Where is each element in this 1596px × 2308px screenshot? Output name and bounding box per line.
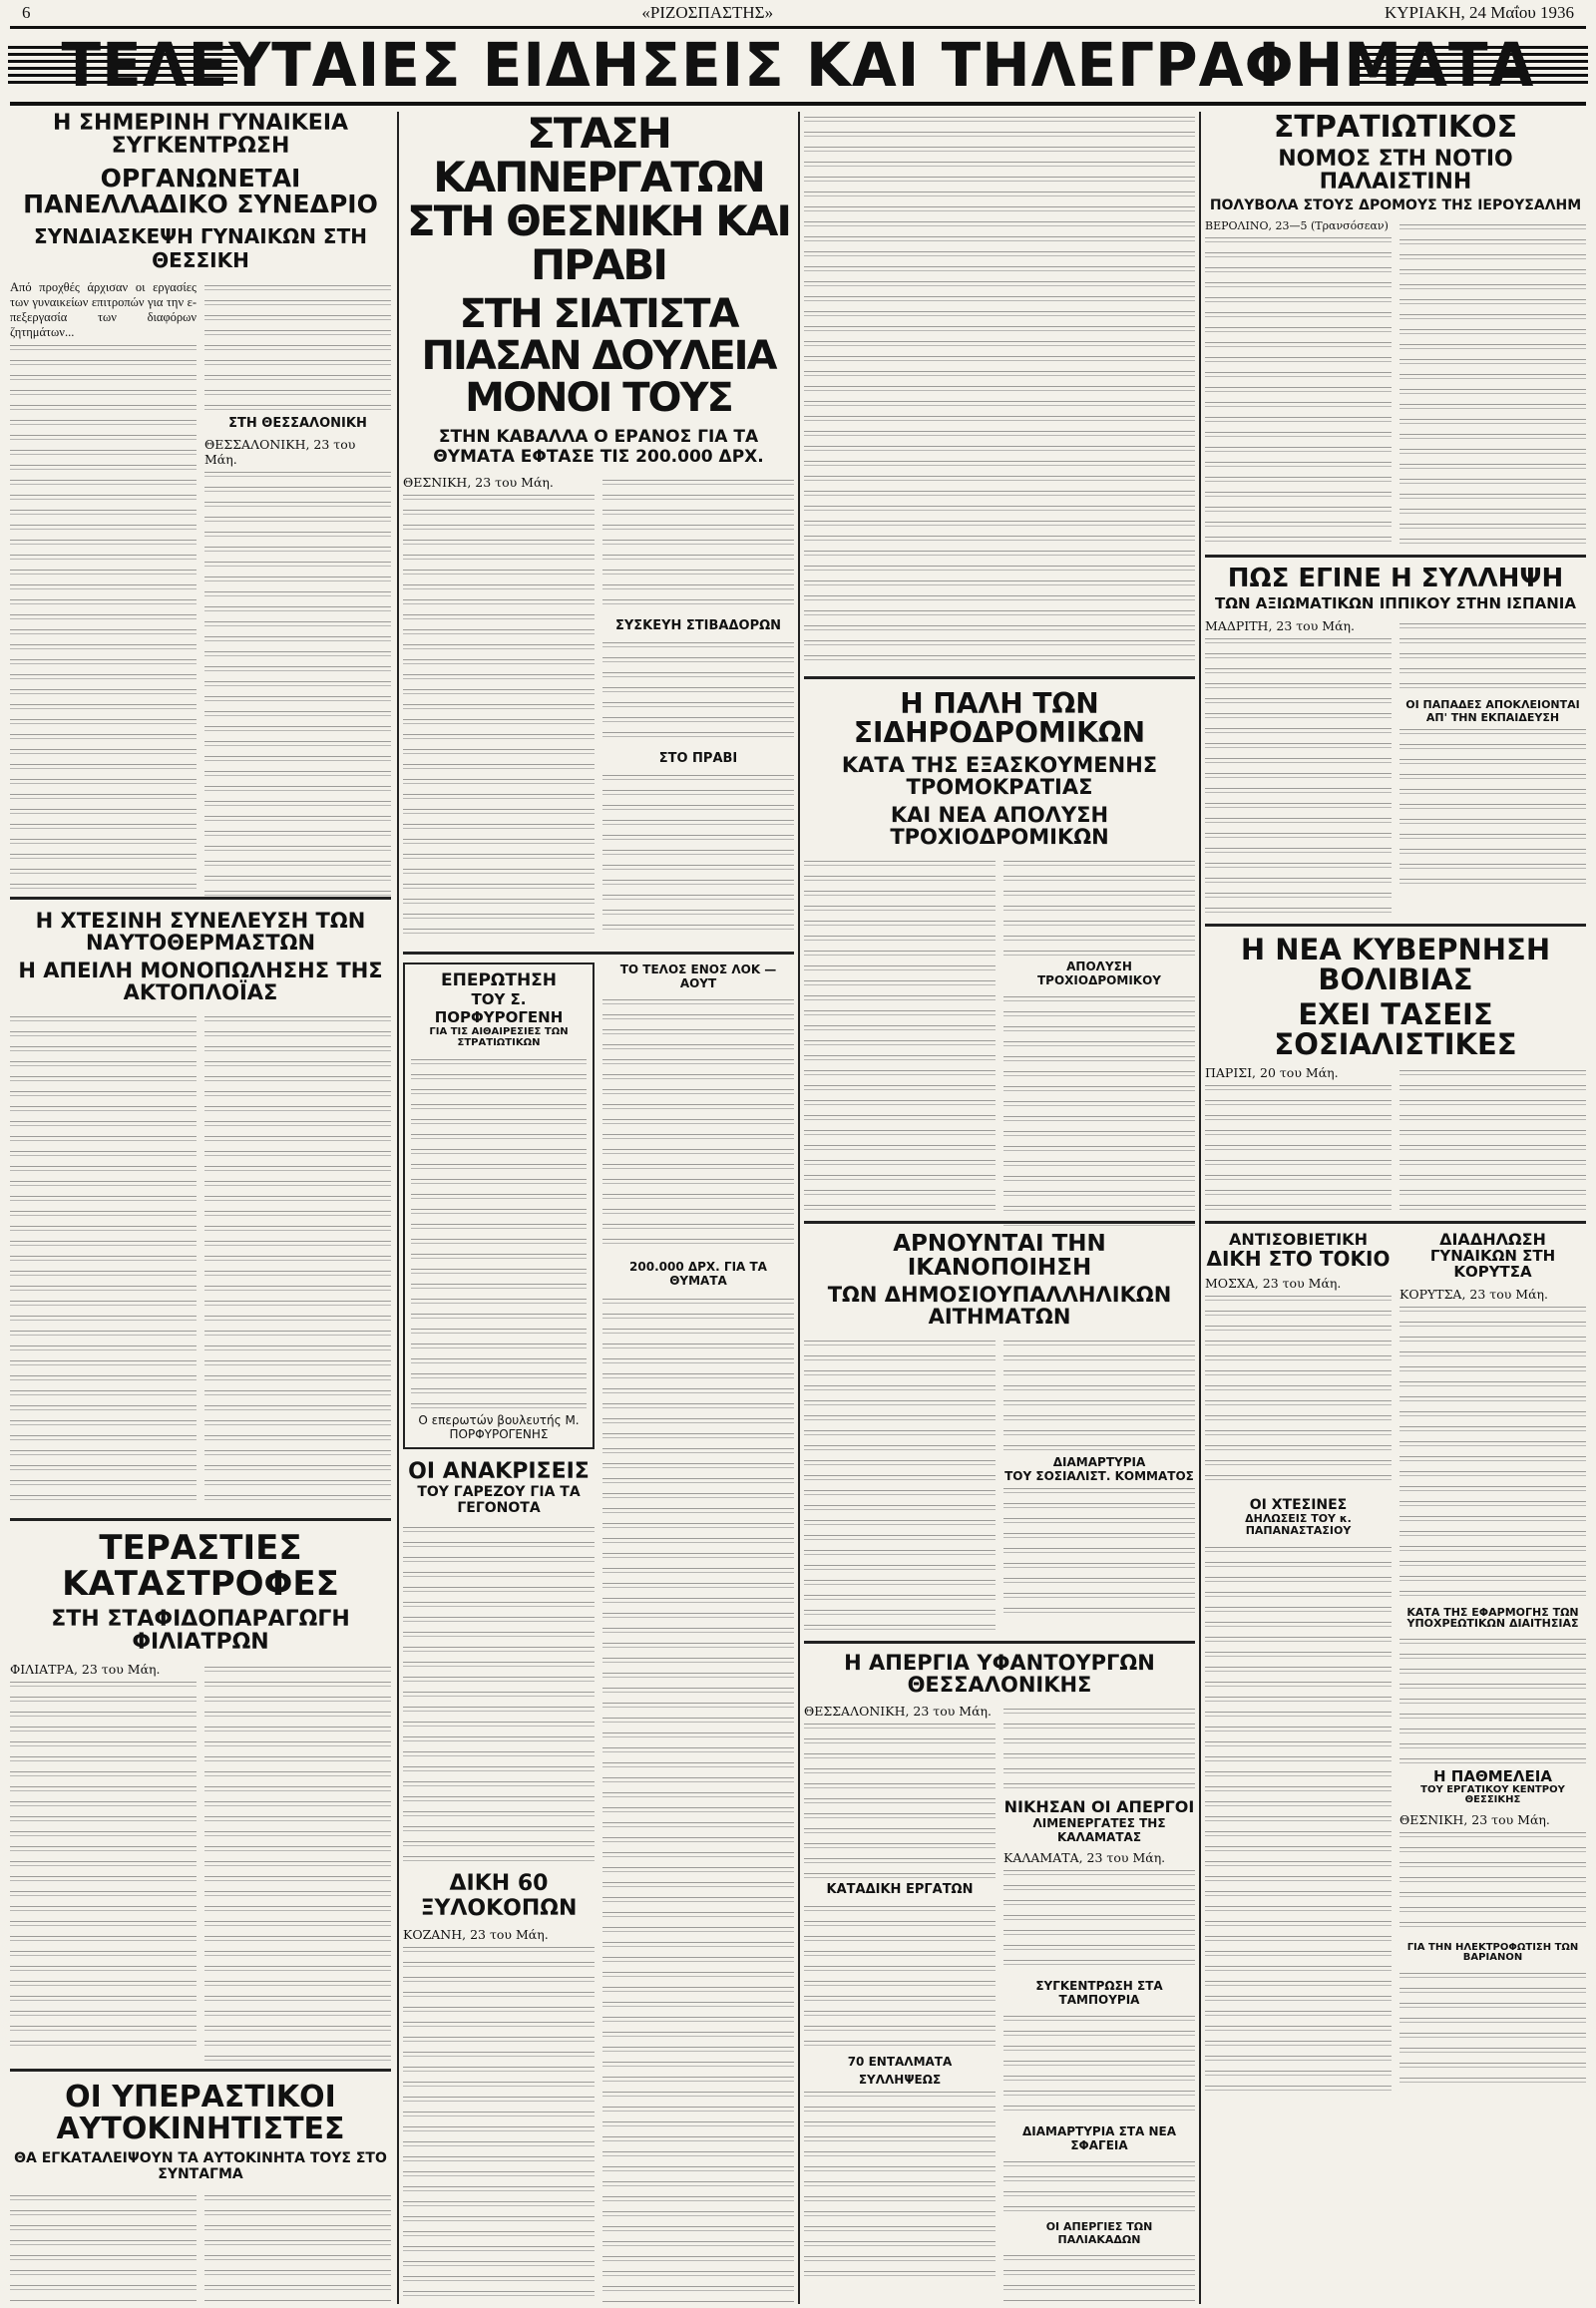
text-block	[1003, 2011, 1195, 2120]
text-block	[1399, 618, 1586, 698]
text-block	[804, 1336, 996, 1635]
subhead: ΣΥΝΔΙΑΣΚΕΨΗ ΓΥΝΑΙΚΩΝ ΣΤΗ ΘΕΣΣΙΚΗ	[34, 223, 367, 272]
box-title: ΕΠΕΡΩΤΗΣΗ	[440, 970, 558, 991]
column-rule	[1199, 112, 1201, 2304]
question-box	[403, 962, 595, 1449]
dateline: ΚΟΡΥΤΣΑ, 23 του Μάη.	[1399, 1286, 1548, 1302]
text-block	[403, 1942, 595, 2304]
text-block	[1003, 2250, 1195, 2304]
text-block	[1003, 2156, 1195, 2216]
inset-title: ΣΤΗ ΘΕΣΣΑΛΟΝΙΚΗ	[228, 415, 367, 431]
section-banner: ΤΕΛΕΥΤΑΙΕΣ ΕΙΔΗΣΕΙΣ ΚΑΙ ΤΗΛΕΓΡΑΦΗΜΑΤΑ	[61, 29, 1535, 101]
story-subheadline: ΘΑ ΕΓΚΑΤΑΛΕΙΨΟΥΝ ΤΑ ΑΥΤΟΚΙΝΗΤΑ ΤΟΥΣ ΣΤΟ ΣΥΝΤΑΓΜΑ	[14, 2150, 387, 2183]
headline: ΣΤΗ ΣΙΑΤΙΣΤΑ ΠΙΑΣΑΝ ΔΟΥΛΕΙΑ ΜΟΝΟΙ ΤΟΥΣ	[421, 291, 776, 422]
story-subheadline: ΣΤΗ ΣΤΑΦΙΔΟΠΑΡΑΓΩΓΗ ΦΙΛΙΑΤΡΩΝ	[51, 1607, 350, 1656]
column-3	[804, 112, 1195, 2304]
story-headline: ΟΙ ΑΝΑΚΡΙΣΕΙΣ	[408, 1459, 590, 1485]
story-subheadline: ΔΗΛΩΣΕΙΣ ΤΟΥ κ. ΠΑΠΑΝΑΣΤΑΣΙΟΥ	[1245, 1511, 1352, 1537]
story-body	[10, 280, 391, 889]
continued-text	[804, 112, 1195, 670]
inset-title: ΚΑΤΑΔΙΚΗ ΕΡΓΑΤΩΝ	[826, 1882, 974, 1898]
dateline: ΜΟΣΧΑ, 23 του Μάη.	[1205, 1276, 1342, 1292]
story-subheadline: ΤΟΥ ΕΡΓΑΤΙΚΟΥ ΚΕΝΤΡΟΥ ΘΕΣΣΙΚΗΣ	[1420, 1783, 1565, 1806]
story-headline: Η ΠΑΛΗ ΤΩΝ ΣΙΔΗΡΟΔΡΟΜΙΚΩΝ	[853, 687, 1146, 750]
subhead: ΣΤΗΝ ΚΑΒΑΛΛΑ Ο ΕΡΑΝΟΣ ΓΙΑ ΤΑ ΘΥΜΑΤΑ ΕΦΤΑΣΕ ΤΙΣ 200.000 ΔΡΧ.	[433, 427, 764, 468]
story-subheadline: ΚΑΤΑ ΤΗΣ ΕΞΑΣΚΟΥΜΕΝΗΣ ΤΡΟΜΟΚΡΑΤΙΑΣ	[841, 752, 1158, 799]
story-subheadline: Η ΑΠΕΙΛΗ ΜΟΝΟΠΩΛΗΣΗΣ ΤΗΣ ΑΚΤΟΠΛΟΪΑΣ	[18, 958, 383, 1004]
dateline: ΜΑΔΡΙΤΗ, 23 του Μάη.	[1205, 617, 1355, 633]
story-headline: ΟΙ ΥΠΕΡΑΣΤΙΚΟΙ ΑΥΤΟΚΙΝΗΤΙΣΤΕΣ	[56, 2080, 345, 2146]
column-2	[403, 112, 794, 2304]
story-subheadline: ΛΙΜΕΝΕΡΓΑΤΕΣ ΤΗΣ ΚΑΛΑΜΑΤΑΣ	[1032, 1816, 1166, 1845]
text-block	[602, 1294, 794, 2304]
story-headline: ΣΤΡΑΤΙΩΤΙΚΟΣ	[1273, 112, 1518, 145]
inset-title: 200.000 ΔΡΧ. ΓΙΑ ΤΑ ΘΥΜΑΤΑ	[629, 1260, 767, 1289]
issue-date: ΚΥΡΙΑΚΗ, 24 Μαΐου 1936	[1384, 3, 1574, 22]
inset-title: ΣΥΣΚΕΥΗ ΣΤΙΒΑΔΟΡΩΝ	[614, 618, 782, 634]
kicker: Η ΣΗΜΕΡΙΝΗ ΓΥΝΑΙΚΕΙΑ ΣΥΓΚΕΝΤΡΩΣΗ	[52, 112, 349, 160]
text-block	[1003, 1704, 1195, 1793]
story-subheadline: ΝΟΜΟΣ ΣΤΗ ΝΟΤΙΟ ΠΑΛΑΙΣΤΙΝΗ	[1278, 146, 1513, 194]
inset-title: ΤΟΥ ΣΟΣΙΑΛΙΣΤ. ΚΟΜΜΑΤΟΣ	[1004, 1469, 1194, 1484]
text-block	[1205, 1080, 1392, 1210]
text-block	[204, 467, 391, 906]
box-subtitle: ΤΟΥ Σ. ΠΟΡΦΥΡΟΓΕΝΗ	[434, 990, 564, 1027]
text-block	[403, 490, 595, 939]
inset-title: 70 ΕΝΤΑΛΜΑΤΑ	[847, 2055, 953, 2070]
dateline: ΒΕΡΟΛΙΝΟ, 23—5 (Τρανσόσεαν)	[1205, 218, 1389, 232]
text-block	[1399, 1302, 1586, 1601]
story-headline: ΑΡΝΟΥΝΤΑΙ ΤΗΝ ΙΚΑΝΟΠΟΙΗΣΗ	[893, 1230, 1106, 1282]
story-headline: ΤΕΡΑΣΤΙΕΣ ΚΑΤΑΣΤΡΟΦΕΣ	[62, 1527, 339, 1604]
column-4	[1205, 112, 1586, 2304]
text-block	[1003, 1483, 1195, 1623]
story-headline: ΟΙ ΧΤΕΣΙΝΕΣ	[1249, 1497, 1348, 1514]
text-block	[1399, 1827, 1586, 1937]
story-headline: Η ΠΑΘΜΕΛΕΙΑ	[1433, 1766, 1552, 1785]
story-headline: ΓΙΑ ΤΗΝ ΗΛΕΚΤΡΟΦΩΤΙΣΗ ΤΩΝ ΒΑΡΙΑΝΟΝ	[1406, 1941, 1579, 1964]
story-subheadline: ΔΙΚΗ ΣΤΟ ΤΟΚΙΟ	[1206, 1247, 1391, 1272]
story-note: ΠΟΛΥΒΟΛΑ ΣΤΟΥΣ ΔΡΟΜΟΥΣ ΤΗΣ ΙΕΡΟΥΣΑΛΗΜ	[1209, 196, 1582, 213]
story-headline: Η ΝΕΑ ΚΥΒΕΡΝΗΣΗ ΒΟΛΙΒΙΑΣ	[1240, 932, 1551, 997]
dateline: ΘΕΣΣΑΛΟΝΙΚΗ, 23 του Μάη.	[204, 436, 356, 467]
dateline: ΚΟΖΑΝΗ, 23 του Μάη.	[403, 1927, 549, 1943]
story-headline: ΔΙΑΔΗΛΩΣΗ	[1439, 1230, 1546, 1250]
dateline: ΚΑΛΑΜΑΤΑ, 23 του Μάη.	[1003, 1850, 1166, 1866]
inset-title: ΟΙ ΠΑΠΑΔΕΣ ΑΠΟΚΛΕΙΟΝΤΑΙ	[1405, 697, 1580, 711]
story-headline: ΚΑΤΑ ΤΗΣ ΕΦΑΡΜΟΓΗΣ ΤΩΝ ΥΠΟΧΡΕΩΤΙΚΩΝ ΔΙΑΙΤΗΣΙΑΣ	[1406, 1605, 1579, 1631]
text-block	[804, 1901, 996, 2051]
text-block	[602, 770, 794, 940]
story-headline: ΔΙΚΗ 60 ΞΥΛΟΚΟΠΩΝ	[420, 1871, 578, 1922]
lead-paragraph: Από προχθές άρχισαν οι εργασίες των γυναικείων επιτροπών για την ε-πεξεργασία των διαφόρων ζητημάτων...	[10, 279, 197, 339]
story-subheadline: ΤΩΝ ΑΞΙΩΜΑΤΙΚΩΝ ΙΠΠΙΚΟΥ ΣΤΗΝ ΙΣΠΑΝΙΑ	[1215, 593, 1576, 612]
headline: ΟΡΓΑΝΩΝΕΤΑΙ ΠΑΝΕΛΛΑΔΙΚΟ ΣΥΝΕΔΡΙΟ	[23, 164, 378, 219]
story-subheadline: ΓΥΝΑΙΚΩΝ ΣΤΗ ΚΟΡΥΤΣΑ	[1429, 1247, 1556, 1282]
inset-title: ΣΥΛΛΗΨΕΩΣ	[858, 2073, 942, 2088]
story-subheadline: ΕΧΕΙ ΤΑΣΕΙΣ ΣΟΣΙΑΛΙΣΤΙΚΕΣ	[1274, 996, 1517, 1062]
text-block	[10, 1677, 197, 2056]
signoff: Ο επερωτών βουλευτής Μ. ΠΟΡΦΥΡΟΓΕΝΗΣ	[418, 1413, 580, 1442]
text-block	[1399, 219, 1586, 549]
text-block	[804, 2087, 996, 2286]
text-block	[804, 1719, 996, 1878]
story-headline: Η ΑΠΕΡΓΙΑ ΥΦΑΝΤΟΥΡΓΩΝ ΘΕΣΣΑΛΟΝΙΚΗΣ	[844, 1651, 1155, 1698]
inset-title: ΑΠ' ΤΗΝ ΕΚΠΑΙΔΕΥΣΗ	[1425, 710, 1560, 724]
dateline: ΘΕΣΝΙΚΗ, 23 του Μάη.	[403, 475, 554, 491]
story-subheadline: ΤΟΥ ΓΑΡΕΖΟΥ ΓΙΑ ΤΑ ΓΕΓΟΝΟΤΑ	[417, 1484, 581, 1517]
dateline: ΦΙΛΙΑΤΡΑ, 23 του Μάη.	[10, 1662, 161, 1678]
text-block	[411, 1054, 587, 1413]
text-block	[1399, 1968, 1586, 2088]
column-1	[10, 112, 391, 2304]
dateline: ΘΕΣΣΑΛΟΝΙΚΗ, 23 του Μάη.	[804, 1704, 993, 1720]
inset-title: ΣΥΓΚΕΝΤΡΩΣΗ ΣΤΑ ΤΑΜΠΟΥΡΙΑ	[1035, 1979, 1163, 2008]
inset-title: ΔΙΑΜΑΡΤΥΡΙΑ ΣΤΑ ΝΕΑ ΣΦΑΓΕΙΑ	[1021, 2124, 1177, 2153]
banner-rule	[10, 102, 1586, 106]
text-block	[1399, 1065, 1586, 1215]
text-block	[204, 2190, 391, 2304]
text-block	[1205, 633, 1392, 913]
text-block	[10, 1011, 197, 1510]
text-block	[1003, 1865, 1195, 1975]
text-block	[204, 1662, 391, 2061]
text-block	[1003, 1336, 1195, 1455]
text-block	[1205, 1542, 1392, 2101]
text-block	[1003, 991, 1195, 1227]
text-block	[10, 340, 197, 899]
text-block	[204, 280, 391, 410]
dateline: ΘΕΣΝΙΚΗ, 23 του Μάη.	[1399, 1811, 1550, 1827]
text-block	[602, 994, 794, 1254]
text-block	[1399, 1634, 1586, 1763]
inset-title: ΤΟ ΤΕΛΟΣ ΕΝΟΣ ΛΟΚ — ΑΟΥΤ	[619, 962, 777, 991]
text-block	[1003, 856, 1195, 956]
story-subheadline: ΤΩΝ ΔΗΜΟΣΙΟΥΠΑΛΛΗΛΙΚΩΝ ΑΙΤΗΜΑΤΩΝ	[827, 1283, 1172, 1330]
text-block	[1205, 1291, 1392, 1490]
paper-name: «ΡΙΖΟΣΠΑΣΤΗΣ»	[641, 3, 774, 22]
masthead-line	[0, 0, 1596, 26]
story-headline: ΠΩΣ ΕΓΙΝΕ Η ΣΥΛΛΗΨΗ	[1227, 563, 1564, 593]
headline: ΣΤΑΣΗ ΚΑΠΝΕΡΓΑΤΩΝ ΣΤΗ ΘΕΣΝΙΚΗ ΚΑΙ ΠΡΑΒΙ	[407, 112, 790, 290]
story-headline: Η ΧΤΕΣΙΝΗ ΣΥΝΕΛΕΥΣΗ ΤΩΝ ΝΑΥΤΟΘΕΡΜΑΣΤΩΝ	[35, 908, 366, 955]
box-note: ΓΙΑ ΤΙΣ ΑΙΘΑΙΡΕΣΙΕΣ ΤΩΝ ΣΤΡΑΤΙΩΤΙΚΩΝ	[429, 1026, 569, 1049]
story-subheadline: ΚΑΙ ΝΕΑ ΑΠΟΛΥΣΗ ΤΡΟΧΙΟΔΡΟΜΙΚΩΝ	[890, 802, 1109, 849]
inset-title: ΔΙΑΜΑΡΤΥΡΙΑ	[1052, 1455, 1146, 1470]
dateline: ΠΑΡΙΣΙ, 20 του Μάη.	[1205, 1065, 1339, 1081]
text-block	[602, 475, 794, 614]
text-block	[1205, 232, 1392, 542]
text-block	[204, 1011, 391, 1510]
column-rule	[397, 112, 399, 2304]
text-block	[804, 856, 996, 1215]
story-headline: ΑΝΤΙΣΟΒΙΕΤΙΚΗ	[1229, 1230, 1368, 1250]
text-block	[10, 2190, 197, 2304]
text-block	[1399, 724, 1586, 894]
inset-title: ΣΤΟ ΠΡΑΒΙ	[658, 751, 738, 767]
inset-title: ΑΠΟΛΥΣΗ ΤΡΟΧΙΟΔΡΟΜΙΚΟΥ	[1037, 959, 1161, 987]
inset-title: ΟΙ ΑΠΕΡΓΙΕΣ ΤΩΝ ΠΑΛΙΑΚΑΔΩΝ	[1045, 2220, 1153, 2247]
column-rule	[798, 112, 800, 2304]
text-block	[602, 637, 794, 747]
page-number: 6	[22, 3, 31, 22]
text-block	[403, 1522, 595, 1861]
story-headline: ΝΙΚΗΣΑΝ ΟΙ ΑΠΕΡΓΟΙ	[1003, 1797, 1195, 1817]
